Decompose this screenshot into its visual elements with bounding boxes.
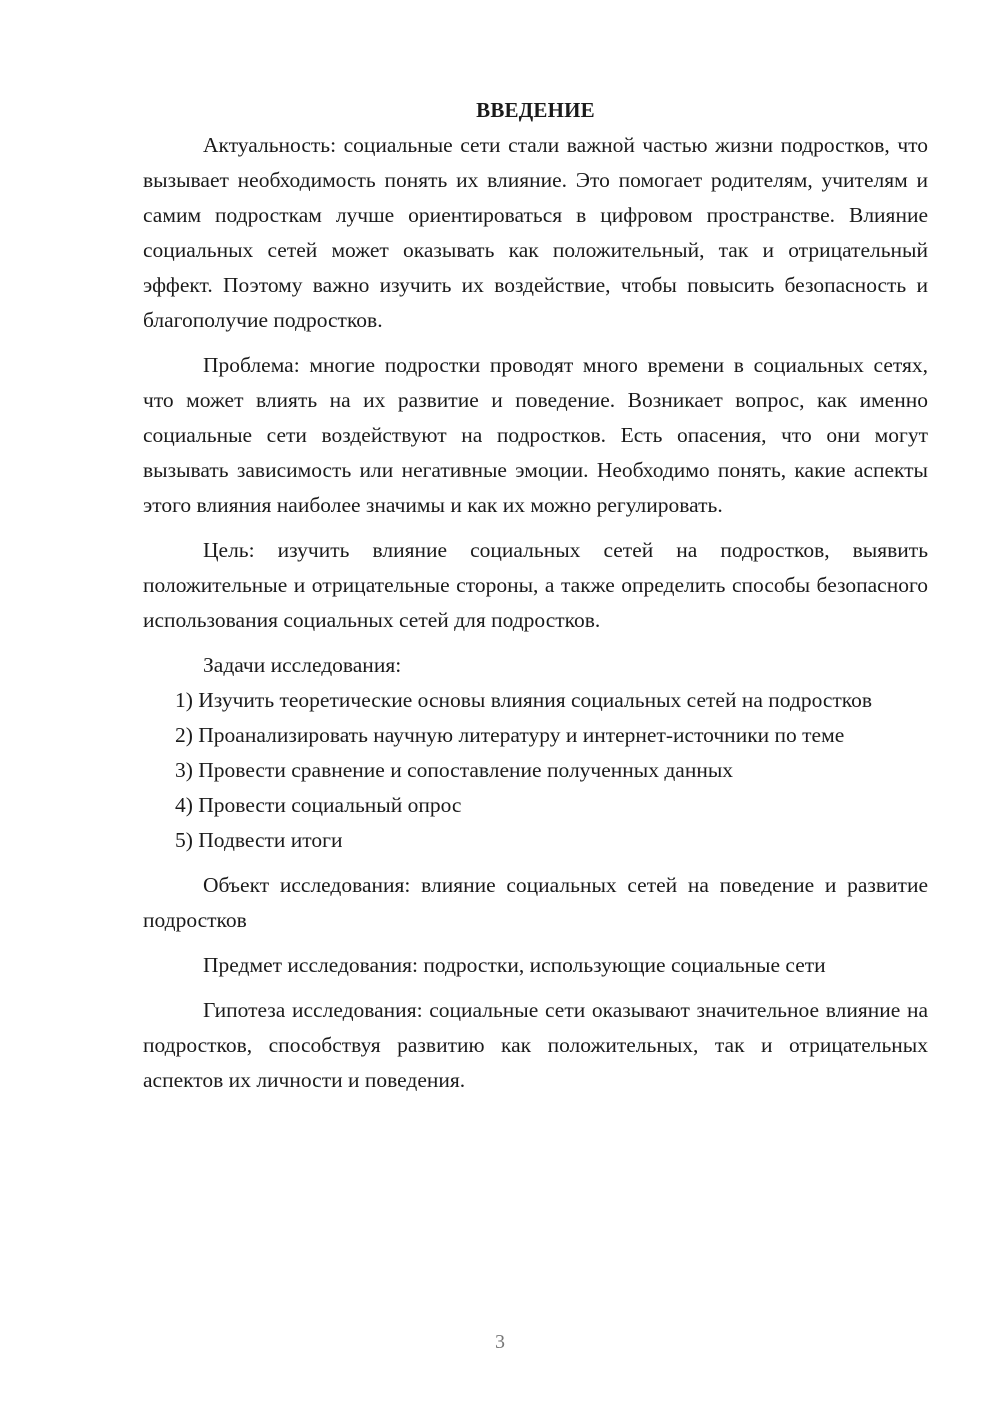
task-item: 3) Провести сравнение и сопоставление полученных данных — [175, 758, 734, 782]
task-item: 5) Подвести итоги — [175, 828, 343, 852]
task-item: 4) Провести социальный опрос — [175, 793, 462, 817]
paragraph-subject: Предмет исследования: подростки, использующие социальные сети — [203, 953, 826, 977]
page-number: 3 — [495, 1331, 505, 1353]
task-item: 1) Изучить теоретические основы влияния социальных сетей на подростков — [175, 688, 873, 712]
paragraph-problem: Проблема: многие подростки проводят много времени в социальных сетях, что может влиять на их развитие и поведение. Возникает вопрос, как именно социальные сети воздействуют на подростков. Есть опасения, что они могут вызывать зависимость или негативные эмоции. Необходимо понять, какие аспекты этого влияния наиболее значимы и как их можно регулировать. — [143, 353, 928, 517]
page-title: ВВЕДЕНИЕ — [476, 98, 595, 122]
tasks-heading: Задачи исследования: — [203, 653, 402, 677]
paragraph-relevance: Актуальность: социальные сети стали важной частью жизни подростков, что вызывает необходимость понять их влияние. Это помогает родителям, учителям и самим подросткам лучше ориентироваться в цифровом пространстве. Влияние социальных сетей может оказывать как положительный, так и отрицательный эффект. Поэтому важно изучить их воздействие, чтобы повысить безопасность и благополучие подростков. — [143, 133, 928, 332]
paragraph-hypothesis: Гипотеза исследования: социальные сети оказывают значительное влияние на подростков, способствуя развитию как положительных, так и отрицательных аспектов их личности и поведения. — [143, 998, 928, 1092]
document-page — [143, 93, 928, 1098]
paragraph-object: Объект исследования: влияние социальных сетей на поведение и развитие подростков — [143, 873, 928, 932]
task-item: 2) Проанализировать научную литературу и интернет-источники по теме — [175, 723, 845, 747]
paragraph-goal: Цель: изучить влияние социальных сетей на подростков, выявить положительные и отрицательные стороны, а также определить способы безопасного использования социальных сетей для подростков. — [143, 538, 928, 632]
